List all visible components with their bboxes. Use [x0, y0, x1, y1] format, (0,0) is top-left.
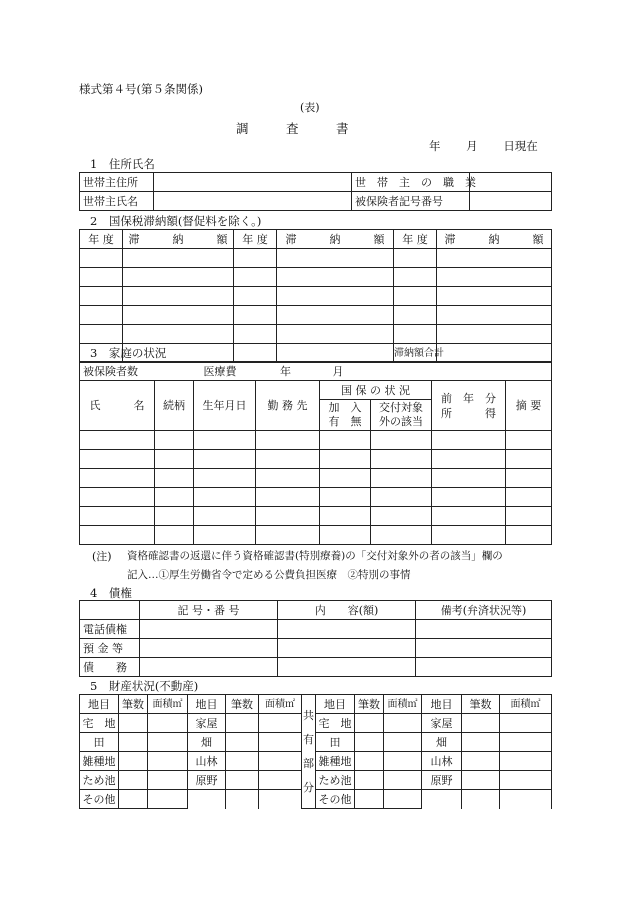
household-cell[interactable] — [371, 507, 432, 526]
household-cell[interactable] — [506, 488, 552, 507]
household-cell[interactable] — [506, 507, 552, 526]
claims-table — [79, 600, 552, 677]
household-cell[interactable] — [256, 469, 320, 488]
householder-address-label: 世帯主住所 — [80, 173, 154, 192]
property-cell[interactable] — [500, 733, 552, 752]
claims-cell[interactable] — [416, 658, 552, 677]
arrears-cell[interactable] — [277, 268, 394, 287]
property-table — [79, 694, 552, 809]
enroll-header — [320, 400, 371, 431]
household-cell[interactable] — [506, 469, 552, 488]
property-cell[interactable] — [462, 771, 500, 790]
land-type-label: 家屋 — [188, 714, 226, 733]
arrears-cell[interactable] — [234, 287, 277, 306]
arrears-total-field[interactable] — [437, 344, 552, 363]
household-cell[interactable] — [320, 469, 371, 488]
land-type-label: 原野 — [422, 771, 462, 790]
claims-cell[interactable] — [140, 639, 278, 658]
arrears-cell[interactable] — [437, 306, 552, 325]
hissu-header: 筆数 — [462, 695, 500, 714]
arrears-total-label: 滞納額合計 — [394, 344, 437, 363]
date-year: 年 — [429, 139, 441, 153]
arrears-cell[interactable] — [123, 268, 234, 287]
medical-label: 医療費 — [203, 364, 237, 378]
household-cell[interactable] — [432, 507, 506, 526]
amount-header: 滞 納 額 — [123, 230, 234, 249]
note-label: (注) — [92, 550, 112, 563]
household-cell[interactable] — [80, 450, 155, 469]
shared-label: 共有部分 — [302, 695, 316, 809]
household-cell[interactable] — [320, 526, 371, 545]
household-cell[interactable] — [194, 469, 256, 488]
remarks-header: 摘 要 — [506, 381, 552, 431]
chimoku-header: 地目 — [422, 695, 462, 714]
arrears-cell[interactable] — [123, 306, 234, 325]
household-cell[interactable] — [506, 450, 552, 469]
arrears-cell[interactable] — [234, 325, 277, 344]
property-cell[interactable] — [384, 771, 422, 790]
arrears-cell[interactable] — [80, 268, 123, 287]
property-cell[interactable] — [500, 714, 552, 733]
land-type-label: 畑 — [188, 733, 226, 752]
claims-cell[interactable] — [140, 658, 278, 677]
exclusion-line1: 交付対象 — [379, 401, 423, 414]
household-cell[interactable] — [194, 450, 256, 469]
household-cell[interactable] — [432, 488, 506, 507]
exclusion-header — [371, 400, 432, 431]
section1-heading: 1 住所氏名 — [90, 157, 155, 171]
household-cell[interactable] — [155, 488, 194, 507]
property-cell — [462, 790, 500, 809]
household-cell[interactable] — [194, 488, 256, 507]
property-cell[interactable] — [462, 714, 500, 733]
householder-name-label: 世帯主氏名 — [80, 192, 154, 211]
enroll-line1: 加 入 — [328, 401, 362, 414]
property-cell[interactable] — [148, 733, 188, 752]
household-cell[interactable] — [256, 507, 320, 526]
property-cell[interactable] — [355, 752, 384, 771]
household-cell[interactable] — [256, 488, 320, 507]
arrears-cell[interactable] — [234, 249, 277, 268]
property-cell[interactable] — [355, 790, 384, 809]
property-cell[interactable] — [148, 714, 188, 733]
property-cell[interactable] — [355, 771, 384, 790]
household-cell[interactable] — [194, 507, 256, 526]
claims-corner — [80, 601, 140, 620]
arrears-cell[interactable] — [394, 306, 437, 325]
household-cell[interactable] — [371, 469, 432, 488]
household-cell[interactable] — [432, 469, 506, 488]
household-cell[interactable] — [80, 488, 155, 507]
householder-job-field[interactable] — [470, 173, 552, 192]
arrears-cell[interactable] — [394, 287, 437, 306]
household-cell[interactable] — [320, 488, 371, 507]
land-type-label: ため池 — [80, 771, 119, 790]
household-cell[interactable] — [256, 431, 320, 450]
household-cell[interactable] — [80, 431, 155, 450]
menseki-header: 面積㎡ — [259, 695, 302, 714]
year-header: 年 度 — [394, 230, 437, 249]
land-type-label: ため池 — [316, 771, 355, 790]
property-cell[interactable] — [500, 752, 552, 771]
land-type-label: 畑 — [422, 733, 462, 752]
property-cell[interactable] — [226, 752, 259, 771]
property-cell[interactable] — [384, 752, 422, 771]
household-table — [79, 361, 552, 545]
land-type-label: 山林 — [422, 752, 462, 771]
household-cell[interactable] — [80, 507, 155, 526]
arrears-cell[interactable] — [80, 325, 123, 344]
household-cell[interactable] — [155, 507, 194, 526]
property-cell — [259, 790, 302, 809]
prev-income-header — [432, 381, 506, 431]
claims-cell[interactable] — [416, 620, 552, 639]
land-type-label: 田 — [80, 733, 119, 752]
household-cell[interactable] — [194, 526, 256, 545]
household-cell[interactable] — [320, 450, 371, 469]
property-cell[interactable] — [226, 714, 259, 733]
household-cell[interactable] — [432, 526, 506, 545]
household-cell[interactable] — [80, 526, 155, 545]
household-cell[interactable] — [506, 526, 552, 545]
arrears-cell[interactable] — [234, 306, 277, 325]
household-cell[interactable] — [155, 450, 194, 469]
household-cell[interactable] — [80, 469, 155, 488]
arrears-cell[interactable] — [437, 287, 552, 306]
householder-job-label: 世 帯 主 の 職 業 — [352, 173, 470, 192]
arrears-cell[interactable] — [437, 249, 552, 268]
property-cell[interactable] — [119, 752, 148, 771]
property-cell[interactable] — [462, 752, 500, 771]
section5-heading: 5 財産状況(不動産) — [90, 679, 199, 693]
menseki-header: 面積㎡ — [500, 695, 552, 714]
medical-year: 年 — [280, 364, 291, 378]
insured-number-label: 被保険者記号番号 — [352, 192, 470, 211]
section4-heading: 4 債権 — [90, 586, 132, 600]
page-title: 調 査 書 — [236, 121, 349, 136]
householder-name-field[interactable] — [154, 192, 352, 211]
insured-count-row — [80, 362, 552, 381]
arrears-cell[interactable] — [437, 268, 552, 287]
household-cell[interactable] — [506, 431, 552, 450]
address-table — [79, 172, 552, 211]
property-cell[interactable] — [500, 771, 552, 790]
household-cell[interactable] — [155, 526, 194, 545]
household-cell[interactable] — [371, 431, 432, 450]
household-cell[interactable] — [194, 431, 256, 450]
arrears-cell[interactable] — [80, 249, 123, 268]
property-cell[interactable] — [384, 733, 422, 752]
arrears-cell[interactable] — [277, 344, 394, 363]
year-header: 年 度 — [80, 230, 123, 249]
property-cell — [500, 790, 552, 809]
household-cell[interactable] — [320, 507, 371, 526]
arrears-cell[interactable] — [123, 287, 234, 306]
form-id: 様式第４号(第５条関係) — [79, 82, 203, 96]
amount-header: 滞 納 額 — [277, 230, 394, 249]
arrears-table — [79, 229, 552, 363]
arrears-cell[interactable] — [123, 249, 234, 268]
household-cell[interactable] — [371, 488, 432, 507]
nh-status-header: 国 保 の 状 況 — [320, 381, 432, 400]
property-cell[interactable] — [259, 733, 302, 752]
debt-label: 債 務 — [80, 658, 140, 677]
relation-header: 続柄 — [155, 381, 194, 431]
chimoku-header: 地目 — [80, 695, 119, 714]
hissu-header: 筆数 — [226, 695, 259, 714]
claims-cell[interactable] — [140, 620, 278, 639]
arrears-cell[interactable] — [234, 268, 277, 287]
claims-cell[interactable] — [416, 639, 552, 658]
land-type-label: 雑種地 — [316, 752, 355, 771]
land-type-label: その他 — [316, 790, 355, 809]
deposit-label: 預 金 等 — [80, 639, 140, 658]
property-cell[interactable] — [226, 733, 259, 752]
menseki-header: 面積㎡ — [384, 695, 422, 714]
property-cell[interactable] — [259, 714, 302, 733]
land-type-label: 田 — [316, 733, 355, 752]
land-type-label: 家屋 — [422, 714, 462, 733]
householder-address-field[interactable] — [154, 173, 352, 192]
property-cell[interactable] — [119, 733, 148, 752]
arrears-cell[interactable] — [277, 325, 394, 344]
claims-cell[interactable] — [278, 639, 416, 658]
note-line2: 記入…①厚生労働省令で定める公費負担医療 ②特別の事情 — [127, 569, 411, 581]
note-line1: 資格確認書の返還に伴う資格確認書(特別療養)の「交付対象外の者の該当」欄の — [127, 550, 503, 562]
arrears-cell[interactable] — [394, 249, 437, 268]
dob-header: 生年月日 — [194, 381, 256, 431]
enroll-line2: 有 無 — [328, 415, 362, 428]
property-cell[interactable] — [259, 771, 302, 790]
arrears-cell[interactable] — [394, 325, 437, 344]
content-header: 内 容(額) — [278, 601, 416, 620]
medical-month: 月 — [332, 364, 344, 378]
name-header: 氏 名 — [80, 381, 155, 431]
arrears-cell[interactable] — [277, 306, 394, 325]
land-type-label: 山林 — [188, 752, 226, 771]
household-cell[interactable] — [432, 450, 506, 469]
section2-heading: 2 国保税滞納額(督促料を除く。) — [90, 214, 262, 228]
date-month: 月 — [466, 139, 478, 153]
household-cell[interactable] — [371, 450, 432, 469]
household-cell[interactable] — [155, 431, 194, 450]
property-cell — [422, 790, 462, 809]
land-type-label: 原野 — [188, 771, 226, 790]
chimoku-header: 地目 — [316, 695, 355, 714]
hissu-header: 筆数 — [355, 695, 384, 714]
property-cell[interactable] — [119, 771, 148, 790]
prev-income-line1: 前 年 分 — [441, 391, 496, 405]
household-cell[interactable] — [256, 450, 320, 469]
insured-count-label: 被保険者数 — [83, 364, 138, 378]
land-type-label: 雑種地 — [80, 752, 119, 771]
household-cell[interactable] — [256, 526, 320, 545]
claims-remarks-header: 備考(弁済状況等) — [416, 601, 552, 620]
land-type-label: その他 — [80, 790, 119, 809]
household-cell[interactable] — [155, 469, 194, 488]
property-cell[interactable] — [462, 733, 500, 752]
prev-income-line2: 所 得 — [441, 406, 496, 420]
menseki-header: 面積㎡ — [148, 695, 188, 714]
property-cell[interactable] — [259, 752, 302, 771]
claims-cell[interactable] — [278, 658, 416, 677]
year-header: 年 度 — [234, 230, 277, 249]
arrears-cell[interactable] — [277, 249, 394, 268]
household-cell[interactable] — [320, 431, 371, 450]
arrears-cell[interactable] — [277, 287, 394, 306]
arrears-cell[interactable] — [437, 325, 552, 344]
claims-cell[interactable] — [278, 620, 416, 639]
property-cell[interactable] — [148, 790, 188, 809]
property-cell[interactable] — [355, 714, 384, 733]
hissu-header: 筆数 — [119, 695, 148, 714]
property-cell[interactable] — [148, 752, 188, 771]
chimoku-header: 地目 — [188, 695, 226, 714]
workplace-header: 勤 務 先 — [256, 381, 320, 431]
arrears-cell[interactable] — [80, 287, 123, 306]
property-cell — [226, 790, 259, 809]
arrears-cell[interactable] — [394, 268, 437, 287]
arrears-cell[interactable] — [80, 306, 123, 325]
property-cell[interactable] — [119, 714, 148, 733]
symbol-header: 記 号・番 号 — [140, 601, 278, 620]
side-label: (表) — [300, 101, 320, 114]
date-line — [429, 138, 539, 154]
property-cell[interactable] — [119, 790, 148, 809]
arrears-cell[interactable] — [234, 344, 277, 363]
land-type-label: 宅 地 — [80, 714, 119, 733]
property-cell — [188, 790, 226, 809]
insured-number-field[interactable] — [470, 192, 552, 211]
section3-heading: 3 家庭の状況 — [90, 346, 167, 360]
property-cell[interactable] — [148, 771, 188, 790]
arrears-cell[interactable] — [123, 325, 234, 344]
land-type-label: 宅 地 — [316, 714, 355, 733]
household-cell[interactable] — [432, 431, 506, 450]
property-cell[interactable] — [384, 790, 422, 809]
property-cell[interactable] — [384, 714, 422, 733]
exclusion-line2: 外の該当 — [379, 415, 423, 428]
household-cell[interactable] — [371, 526, 432, 545]
date-day-now: 日現在 — [503, 139, 538, 153]
property-cell[interactable] — [226, 771, 259, 790]
property-cell[interactable] — [355, 733, 384, 752]
phone-claim-label: 電話債権 — [80, 620, 140, 639]
amount-header: 滞 納 額 — [437, 230, 552, 249]
